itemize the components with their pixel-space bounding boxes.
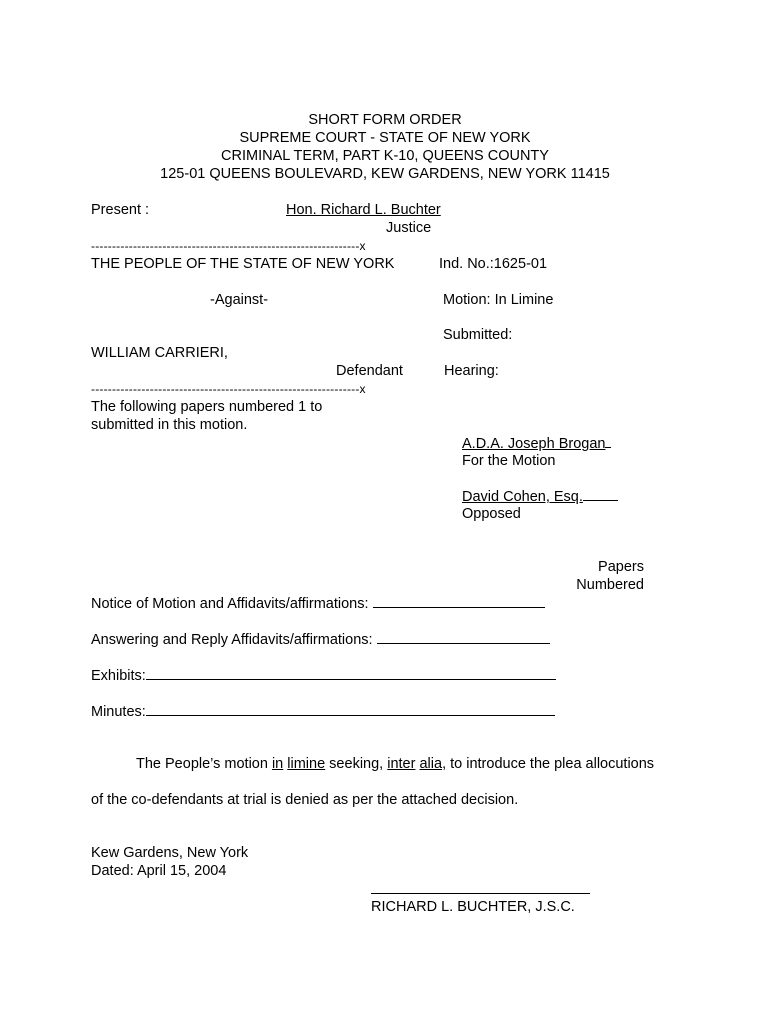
signature-line	[371, 893, 590, 894]
notice-of-motion-row	[91, 594, 545, 613]
counsel-for-rule	[605, 434, 611, 448]
exhibits-label: Exhibits:	[91, 668, 146, 684]
present-label: Present :	[91, 202, 150, 218]
notice-of-motion-blank	[373, 594, 545, 608]
counsel-for-motion-name-text: A.D.A. Joseph Brogan	[462, 436, 606, 452]
counsel-opposed-label: Opposed	[462, 506, 521, 522]
minutes-label: Minutes:	[91, 704, 146, 720]
signatory-name: RICHARD L. BUCHTER, J.S.C.	[371, 899, 575, 915]
doc-title: SHORT FORM ORDER	[308, 112, 462, 128]
court-term: CRIMINAL TERM, PART K-10, QUEENS COUNTY	[221, 148, 549, 164]
caption-divider-bottom: ----------------------------------------------------------------x	[91, 382, 366, 396]
closing-date: Dated: April 15, 2004	[91, 863, 227, 879]
motion-type: Motion: In Limine	[443, 292, 554, 308]
decision-part2: seeking,	[325, 756, 388, 772]
court-name: SUPREME COURT - STATE OF NEW YORK	[239, 130, 531, 146]
counsel-opposed-name-text: David Cohen, Esq.	[462, 489, 583, 505]
court-address: 125-01 QUEENS BOULEVARD, KEW GARDENS, NEW YORK 11415	[160, 166, 610, 182]
answering-reply-row	[91, 630, 550, 649]
papers-numbered-line2: Numbered	[576, 577, 644, 593]
notice-of-motion-label: Notice of Motion and Affidavits/affirmations:	[91, 596, 369, 612]
against-label: -Against-	[210, 292, 269, 308]
hearing-label: Hearing:	[444, 363, 499, 379]
decision-limine: limine	[287, 756, 326, 772]
answering-reply-blank	[377, 630, 550, 644]
counsel-for-motion-name	[462, 434, 611, 453]
papers-intro-line2: submitted in this motion.	[91, 417, 248, 433]
decision-alia: alia	[419, 756, 443, 772]
exhibits-blank	[146, 666, 556, 680]
counsel-opposed-name	[462, 487, 618, 506]
caption-divider-top: ----------------------------------------------------------------x	[91, 239, 366, 253]
judge-name: Hon. Richard L. Buchter	[286, 202, 441, 218]
closing-place: Kew Gardens, New York	[91, 845, 249, 861]
papers-numbered-line1: Papers	[598, 559, 644, 575]
decision-inter: inter	[387, 756, 416, 772]
submitted-label: Submitted:	[443, 327, 513, 343]
minutes-row	[91, 702, 555, 721]
counsel-opposed-rule	[583, 487, 618, 501]
papers-intro-line1: The following papers numbered 1 to	[91, 399, 323, 415]
indictment-number: Ind. No.:1625-01	[439, 256, 548, 272]
decision-in: in	[271, 756, 284, 772]
defendant-name: WILLIAM CARRIERI,	[91, 345, 228, 361]
decision-line2: of the co-defendants at trial is denied as per the attached decision.	[91, 792, 519, 808]
decision-part1: The People’s motion	[136, 756, 272, 772]
plaintiff-name: THE PEOPLE OF THE STATE OF NEW YORK	[91, 256, 395, 272]
answering-reply-label: Answering and Reply Affidavits/affirmations:	[91, 632, 373, 648]
counsel-for-motion-label: For the Motion	[462, 453, 556, 469]
defendant-label: Defendant	[336, 363, 403, 379]
minutes-blank	[146, 702, 555, 716]
decision-part3: , to introduce the plea allocutions	[442, 756, 655, 772]
exhibits-row	[91, 666, 556, 685]
judge-title: Justice	[386, 220, 432, 236]
decision-line1	[136, 755, 654, 773]
